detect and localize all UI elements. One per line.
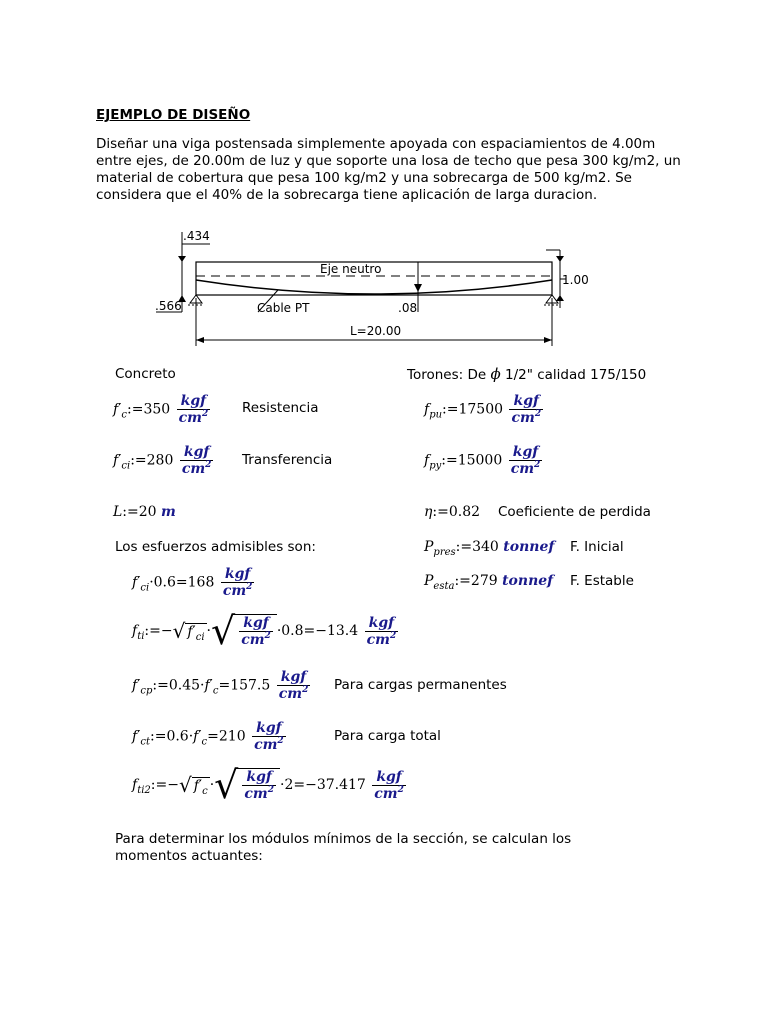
top-dim-label: .434 bbox=[183, 229, 210, 243]
fci-description: Transferencia bbox=[242, 452, 333, 468]
stresses-heading: Los esfuerzos admisibles son: bbox=[115, 539, 316, 555]
sag-arrow-icon bbox=[414, 284, 422, 292]
closing-paragraph: Para determinar los módulos mínimos de la sección, se calculan los momentos actuantes: bbox=[115, 831, 572, 864]
cable-curve bbox=[196, 280, 552, 294]
stress-eq-3: $f'_{cp}:=0.45\cdot f'_c=157.5$ $\frac{\text{kgf}}{cm^2}$ bbox=[132, 669, 309, 702]
stress-eq-5: $f_{ti2}:=-√$ $f'_c$ ·√ $\frac{\text{kgf}}{cm^2}$ ·2=−37.417 $\frac{\text{kgf}}{cm^2}$ bbox=[132, 763, 404, 807]
beam-diagram bbox=[150, 222, 600, 352]
top-arrow-icon bbox=[178, 256, 186, 262]
stress-eq-3-description: Para cargas permanentes bbox=[334, 677, 507, 693]
stress-eq-4: $f'_{ct}:=0.6\cdot f'_c=210$ $\frac{\text{kgf}}{cm^2}$ bbox=[132, 720, 284, 753]
bottom-dim-label: .566 bbox=[155, 299, 182, 313]
phi-icon: ϕ bbox=[490, 365, 501, 383]
concrete-heading: Concreto bbox=[115, 366, 176, 382]
fc-equation: $f'_c:=350$ $\frac{\text{kgf}}{cm^2}$ bbox=[113, 393, 209, 426]
height-label: 1.00 bbox=[562, 273, 589, 287]
ppres-description: F. Inicial bbox=[570, 539, 624, 555]
fpu-equation: $f_{pu}:=17500$ $\frac{\text{kgf}}{cm^2}$ bbox=[424, 393, 542, 426]
fpy-equation: $f_{py}:=15000$ $\frac{\text{kgf}}{cm^2}$ bbox=[424, 444, 541, 477]
problem-statement: Diseñar una viga postensada simplemente apoyada con espaciamientos de 4.00m entre ejes, de 20.00m de luz y que soporte una losa de techo que pesa 300 kg/m2, un material de cobertura que pesa 100 kg/m2 y una sobrecarga de 500 kg/m2. Se considera que el 40% de la sobrecarga tiene aplicación de larga duracion. bbox=[96, 136, 681, 203]
stress-eq-4-description: Para carga total bbox=[334, 728, 441, 744]
pesta-equation: $P_{esta}:=279$ tonnef bbox=[424, 573, 554, 592]
sag-label: .08 bbox=[398, 301, 418, 315]
eta-equation: η:=0.82 bbox=[424, 504, 481, 520]
fc-description: Resistencia bbox=[242, 400, 319, 416]
length-equation: L:=20 m bbox=[113, 504, 176, 520]
cable-label: Cable PT bbox=[257, 301, 310, 315]
page-title: EJEMPLO DE DISEÑO bbox=[96, 107, 251, 123]
strands-heading: Torones: De ϕ 1/2" calidad 175/150 bbox=[407, 365, 647, 383]
stress-eq-2: $f_{ti}:=-√$ $f'_{ci}$ ·√ $\frac{\text{kgf}}{cm^2}$ ·0.8=−13.4 $\frac{\text{kgf}}{cm^2}$ bbox=[132, 609, 397, 653]
neutral-axis-label: Eje neutro bbox=[320, 262, 382, 276]
span-label: L=20.00 bbox=[350, 324, 402, 338]
stress-eq-1: $f'_{ci}\cdot 0.6=168$ $\frac{\text{kgf}}{cm^2}$ bbox=[132, 566, 253, 599]
pesta-description: F. Estable bbox=[570, 573, 634, 589]
eta-description: Coeficiente de perdida bbox=[498, 504, 651, 520]
ppres-equation: $P_{pres}:=340$ tonnef bbox=[424, 539, 555, 558]
fci-equation: $f'_{ci}:=280$ $\frac{\text{kgf}}{cm^2}$ bbox=[113, 444, 212, 477]
